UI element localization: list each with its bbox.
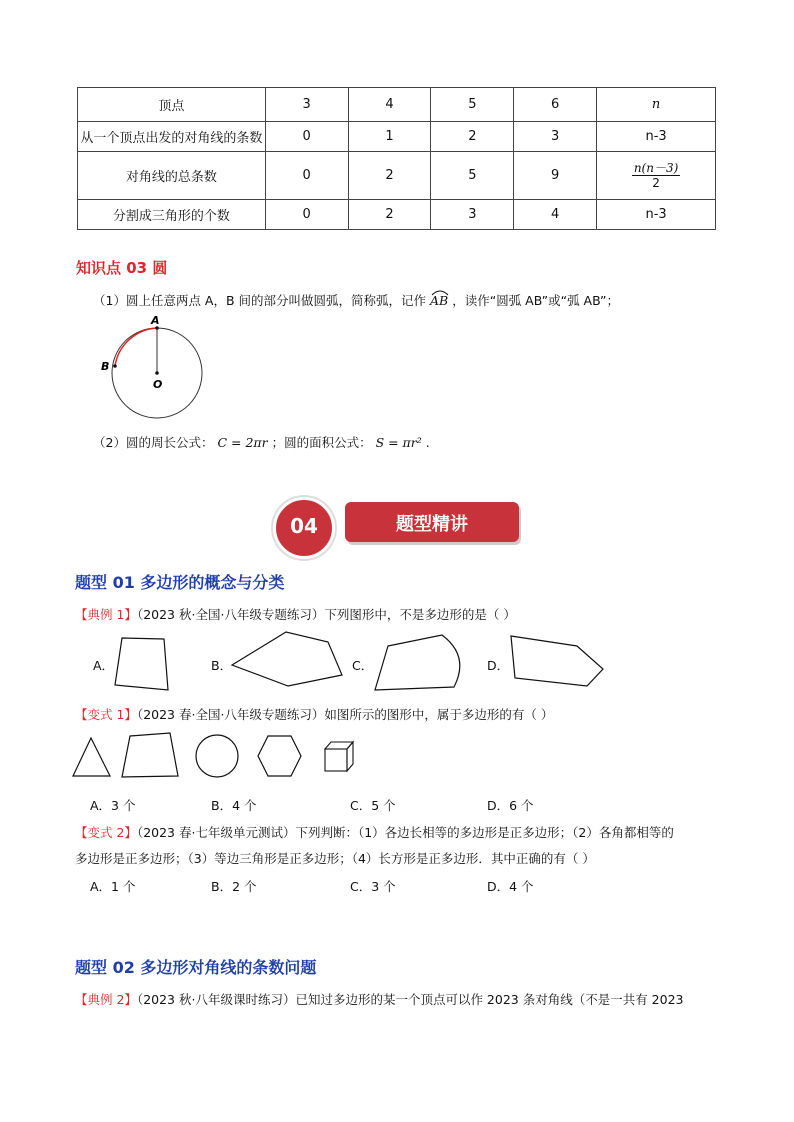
table-cell: 0 [265,152,348,200]
example-tag: 【典例 1】 [75,607,137,622]
variant-tag: 【变式 2】 [75,825,137,840]
circle-definition-text [93,291,619,309]
table-cell: 6 [514,88,597,122]
variant-2-question-line-2: 多边形是正多边形；（3）等边三角形是正多边形；（4）长方形是正多边形．其中正确的有（ ） [75,851,595,866]
label-b: B [101,360,110,373]
hexagon-shape [258,736,301,776]
table-cell [597,152,716,200]
table-cell: 2 [348,152,431,200]
fraction-numerator: n(n－3) [633,160,679,175]
table-cell: 4 [348,88,431,122]
banner-number: 04 [290,514,318,538]
point-o [155,371,159,375]
table-cell: 5 [431,88,514,122]
variant-2-question-line-1: 【变式 2】（2023 春·七年级单元测试）下列判断：（1）各边长相等的多边形是正多边形；（2）各角都相等的 [75,825,674,840]
quadrilateral-shape [122,733,178,777]
shape-option-a [112,633,172,693]
table-cell: 对角线的总条数 [78,152,266,200]
option-c[interactable]: C． [352,658,374,673]
variant-tag: 【变式 1】 [75,707,137,722]
topic-title: 题型 02 多边形对角线的条数问题 [75,958,317,977]
table-row [78,200,716,230]
table-cell: 1 [348,122,431,152]
variant-1-question: 【变式 1】（2023 春·全国·八年级专题练习）如图所示的图形中，属于多边形的有（ ） [75,707,554,722]
point-b [113,364,117,368]
cube-shape [325,742,353,771]
option-b[interactable]: B．4 个 [211,798,257,813]
option-c[interactable]: C．5 个 [350,798,396,813]
option-a[interactable]: A．1 个 [90,879,136,894]
label-o: O [153,378,163,391]
option-d[interactable]: D．4 个 [487,879,534,894]
text-segment: ，读作“圆弧 AB”或“弧 AB”； [452,293,619,308]
table-cell: 2 [431,122,514,152]
banner-label: 题型精讲 [396,514,468,535]
banner-number-circle [273,497,335,559]
table-row [78,152,716,200]
shapes-row [70,732,370,784]
table-cell: 5 [431,152,514,200]
arc-notation: AB [430,293,448,308]
table-cell: 3 [431,200,514,230]
shape-option-d [507,632,607,690]
table-cell: 2 [348,200,431,230]
fraction [632,161,680,190]
fraction-denominator: 2 [652,175,660,190]
arc-ab [115,328,157,366]
table-cell: 顶点 [78,88,266,122]
circle-shape [196,735,238,777]
option-b[interactable]: B． [211,658,233,673]
example-tag: 【典例 2】 [75,992,137,1007]
table-cell: 3 [514,122,597,152]
table-cell: 分割成三角形的个数 [78,200,266,230]
table-cell: 4 [514,200,597,230]
diagonal-table [77,87,716,230]
option-b[interactable]: B．2 个 [211,879,257,894]
option-c[interactable]: C．3 个 [350,879,396,894]
circle-diagram [96,312,216,422]
example-1-question: 【典例 1】（2023 秋·全国·八年级专题练习）下列图形中，不是多边形的是（ ） [75,607,516,622]
table-cell: 从一个顶点出发的对角线的条数 [78,122,266,152]
option-a[interactable]: A． [93,658,115,673]
table-row [78,122,716,152]
table-row [78,88,716,122]
topic-title: 题型 01 多边形的概念与分类 [75,573,285,592]
option-a[interactable]: A．3 个 [90,798,136,813]
shape-option-c [372,630,468,694]
triangle-shape [73,738,110,776]
table-cell: n-3 [597,122,716,152]
table-cell: n-3 [597,200,716,230]
circle-formula-text: （2）圆的周长公式： C = 2πr ；圆的面积公式： S = πr² . [93,435,430,450]
option-d[interactable]: D．6 个 [487,798,534,813]
label-a: A [151,314,160,327]
table-cell: 0 [265,122,348,152]
arc-hat-icon [431,289,449,296]
area-formula: S = πr² [375,435,422,450]
table-cell: n [597,88,716,122]
shape-option-b [228,628,346,692]
banner-bar [345,502,519,542]
option-d[interactable]: D． [487,658,510,673]
table-cell: 9 [514,152,597,200]
section-title: 知识点 03 圆 [76,259,168,277]
text-segment: （1）圆上任意两点 A，B 间的部分叫做圆弧，简称弧，记作 [93,293,427,308]
table-cell: 0 [265,200,348,230]
table-cell: 3 [265,88,348,122]
example-2-question: 【典例 2】（2023 秋·八年级课时练习）已知过多边形的某一个顶点可以作 2023 条对角线（不是一共有 2023 [75,992,684,1007]
circumference-formula: C = 2πr [217,435,268,450]
